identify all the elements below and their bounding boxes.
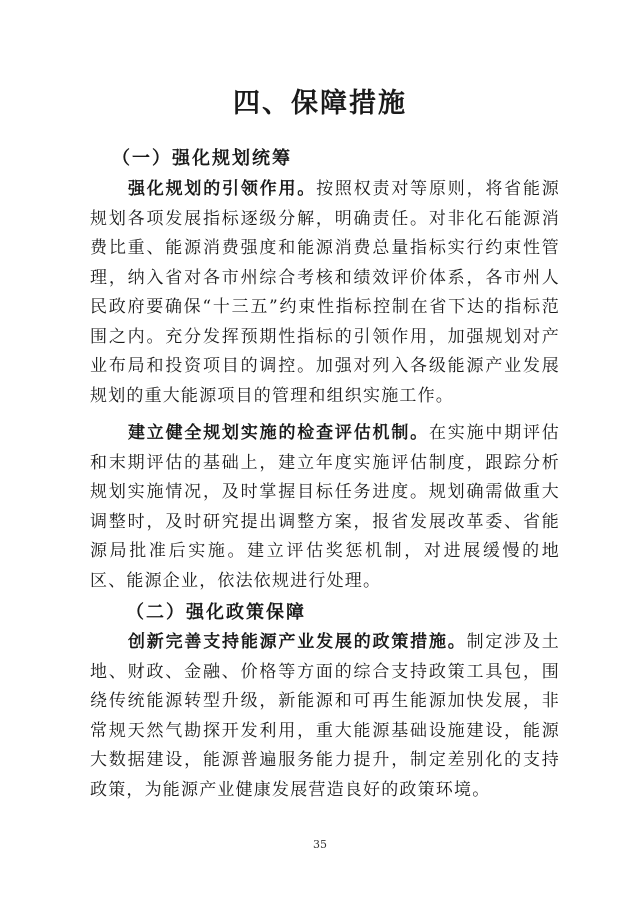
paragraph-body: 制定涉及土地、财政、金融、价格等方面的综合支持政策工具包，围绕传统能源转型升级，新能源和可再生能源加快发展，非常规天然气勘探开发利用，重大能源基础设施建设，能源大数据建设，能源普遍服务能力提升，制定差别化的支持政策，为能源产业健康发展营造良好的政策环境。	[90, 632, 560, 800]
paragraph-planning-guidance	[90, 175, 560, 411]
paragraph-lead: 强化规划的引领作用。	[128, 179, 317, 199]
page-number: 35	[313, 838, 327, 851]
section-heading-policy: （二）强化政策保障	[126, 602, 306, 623]
paragraph-evaluation-mechanism	[90, 419, 560, 596]
paragraph-policy-measures	[90, 628, 560, 805]
paragraph-lead: 创新完善支持能源产业发展的政策措施。	[128, 632, 467, 652]
section-heading-planning: （一）强化规划统筹	[112, 148, 292, 169]
paragraph-body: 在实施中期评估和末期评估的基础上，建立年度实施评估制度，跟踪分析规划实施情况，及时掌握目标任务进度。规划确需做重大调整时，及时研究提出调整方案，报省发展改革委、省能源局批准后实施。建立评估奖惩机制，对进展缓慢的地区、能源企业，依法依规进行处理。	[90, 423, 561, 591]
paragraph-lead: 建立健全规划实施的检查评估机制。	[128, 423, 429, 443]
chapter-title: 四、保障措施	[233, 88, 407, 119]
paragraph-body: 按照权责对等原则，将省能源规划各项发展指标逐级分解，明确责任。对非化石能源消费比重、能源消费强度和能源消费总量指标实行约束性管理，纳入省对各市州综合考核和绩效评价体系，各市州人民政府要确保“十三五”约束性指标控制在省下达的指标范围之内。充分发挥预期性指标的引领作用，加强规划对产业布局和投资项目的调控。加强对列入各级能源产业发展规划的重大能源项目的管理和组织实施工作。	[90, 179, 560, 406]
